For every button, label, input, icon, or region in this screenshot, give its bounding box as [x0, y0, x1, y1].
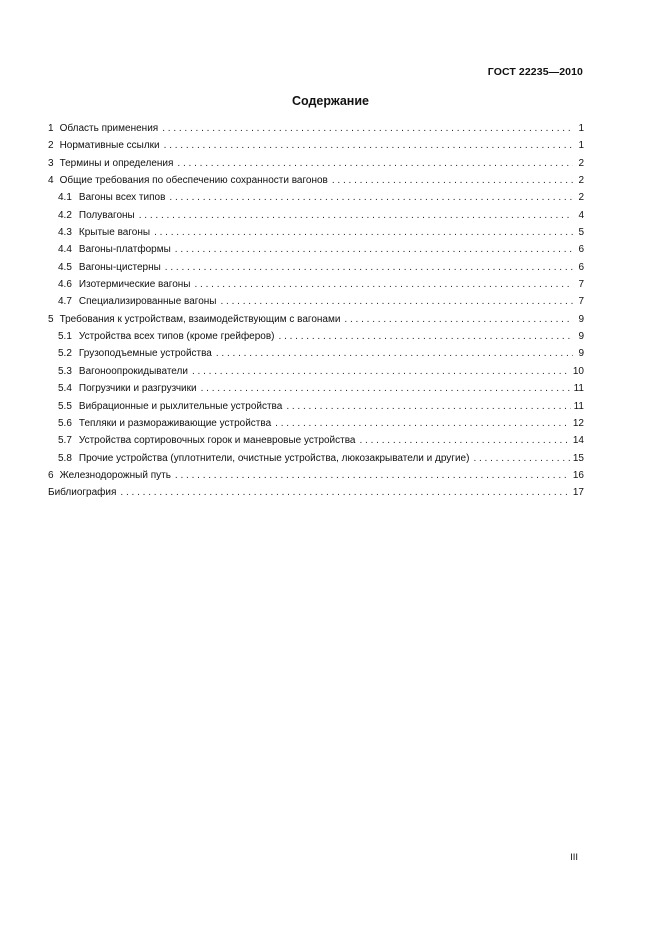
toc-entry-page: 6: [578, 244, 584, 256]
toc-entry[interactable]: [48, 226, 584, 243]
toc-entry-title: Вагоны-платформы: [78, 244, 171, 256]
toc-dot-leader: [177, 157, 573, 171]
toc-entry-title: Нормативные ссылки: [59, 140, 160, 152]
toc-entry-page: 2: [578, 175, 584, 187]
toc-entry-title: Специализированные вагоны: [78, 296, 217, 308]
toc-entry-title: Область применения: [59, 123, 159, 134]
toc-entry[interactable]: [48, 209, 584, 226]
toc-entry-page: 14: [572, 435, 584, 447]
toc-entry-number: 5: [48, 313, 54, 325]
toc-dot-leader: [162, 122, 573, 136]
toc-entry-page: 1: [578, 123, 584, 134]
toc-entry[interactable]: [48, 243, 584, 260]
toc-dot-leader: [169, 191, 573, 205]
toc-dot-leader: [139, 209, 573, 223]
toc-entry[interactable]: [48, 469, 584, 486]
toc-entry-page: 17: [572, 487, 584, 499]
toc-entry-title: Изотермические вагоны: [78, 279, 191, 291]
page-number: III: [570, 852, 578, 863]
toc-entry-page: 5: [578, 227, 584, 239]
toc-entry[interactable]: [48, 261, 584, 278]
toc-entry-number: 6: [48, 469, 54, 481]
document-standard-code: ГОСТ 22235—2010: [487, 66, 583, 78]
toc-dot-leader: [175, 243, 573, 257]
toc-entry-title: Устройства сортировочных горок и маневровые устройства: [78, 435, 356, 447]
toc-entry-number: 4.7: [58, 296, 72, 308]
toc-entry-number: 5.2: [58, 348, 72, 360]
toc-entry-page: 4: [578, 209, 584, 221]
toc-entry-title: Погрузчики и разгрузчики: [78, 383, 197, 395]
toc-entry-page: 11: [573, 383, 584, 395]
toc-entry-title: Вагоны-цистерны: [78, 261, 161, 273]
toc-entry-title: Требования к устройствам, взаимодействующим с вагонами: [59, 313, 341, 325]
toc-entry-number: 5.4: [58, 383, 72, 395]
toc-entry-title: Вибрационные и рыхлительные устройства: [78, 400, 283, 412]
toc-dot-leader: [175, 469, 570, 483]
toc-entry-number: 5.3: [58, 365, 72, 377]
toc-entry-title: Грузоподъемные устройства: [78, 348, 212, 360]
toc-entry-title: Вагоны всех типов: [78, 192, 166, 204]
toc-entry-title: Вагоноопрокидыватели: [78, 365, 188, 377]
toc-dot-leader: [192, 365, 570, 379]
toc-entry-page: 10: [572, 365, 584, 377]
toc-dot-leader: [195, 278, 574, 292]
toc-entry-page: 6: [578, 261, 584, 273]
toc-dot-leader: [165, 261, 573, 275]
toc-dot-leader: [275, 417, 570, 431]
toc-entry-number: 1: [48, 123, 54, 134]
toc-entry-number: 5.8: [58, 452, 72, 464]
toc-entry-title: Прочие устройства (уплотнители, очистные устройства, люкозакрыватели и другие): [78, 452, 470, 464]
toc-entry[interactable]: [48, 434, 584, 451]
toc-entry[interactable]: [48, 347, 584, 364]
toc-dot-leader: [332, 174, 573, 188]
toc-entry-number: 5.5: [58, 400, 72, 412]
toc-entry[interactable]: [48, 452, 584, 469]
toc-dot-leader: [154, 226, 573, 240]
toc-entry-page: 9: [578, 313, 584, 325]
toc-dot-leader: [360, 434, 570, 448]
toc-entry-number: 2: [48, 140, 54, 152]
toc-dot-leader: [344, 313, 573, 327]
toc-entry-number: 5.1: [58, 331, 72, 343]
toc-dot-leader: [201, 382, 571, 396]
toc-entry[interactable]: [48, 400, 584, 417]
toc-dot-leader: [286, 400, 570, 414]
toc-entry-page: 7: [578, 296, 584, 308]
toc-entry[interactable]: [48, 191, 584, 208]
toc-entry-page: 9: [578, 331, 584, 343]
toc-entry[interactable]: [48, 295, 584, 312]
toc-entry-page: 9: [578, 348, 584, 360]
toc-dot-leader: [221, 295, 574, 309]
toc-entry-page: 12: [572, 417, 584, 429]
toc-dot-leader: [164, 139, 573, 153]
toc-entry-number: 4: [48, 175, 54, 187]
toc-entry-title: Библиография: [48, 487, 117, 499]
toc-entry-title: Устройства всех типов (кроме грейферов): [78, 331, 275, 343]
toc-entry-number: 4.5: [58, 261, 72, 273]
toc-entry[interactable]: [48, 365, 584, 382]
toc-entry-number: 5.7: [58, 435, 72, 447]
toc-entry-number: 4.1: [58, 192, 72, 204]
toc-dot-leader: [216, 347, 573, 361]
toc-entry-title: Тепляки и размораживающие устройства: [78, 417, 272, 429]
toc-entry-number: 4.6: [58, 279, 72, 291]
toc-dot-leader: [473, 452, 569, 466]
toc-entry[interactable]: [48, 122, 584, 139]
toc-entry-page: 7: [578, 279, 584, 291]
toc-entry-page: 15: [572, 452, 584, 464]
toc-title: Содержание: [291, 94, 369, 108]
toc-entry[interactable]: [48, 139, 584, 156]
toc-entry-number: 5.6: [58, 417, 72, 429]
toc-entry-title: Крытые вагоны: [78, 227, 151, 239]
toc-entry-title: Полувагоны: [78, 209, 135, 221]
table-of-contents: [48, 122, 584, 504]
toc-dot-leader: [279, 330, 573, 344]
toc-entry-title: Железнодорожный путь: [59, 469, 171, 481]
toc-dot-leader: [120, 486, 569, 500]
toc-entry[interactable]: [48, 330, 584, 347]
toc-entry-page: 11: [573, 400, 584, 412]
toc-entry-title: Термины и определения: [59, 157, 174, 169]
toc-entry-title: Общие требования по обеспечению сохранности вагонов: [59, 175, 328, 187]
toc-entry[interactable]: [48, 174, 584, 191]
toc-entry-number: 4.4: [58, 244, 72, 256]
toc-entry[interactable]: [48, 417, 584, 434]
toc-entry[interactable]: [48, 278, 584, 295]
toc-entry-page: 2: [578, 157, 584, 169]
toc-entry-number: 3: [48, 157, 54, 169]
toc-entry-number: 4.2: [58, 209, 72, 221]
toc-entry-page: 1: [578, 140, 584, 152]
toc-entry[interactable]: [48, 313, 584, 330]
toc-entry[interactable]: [48, 157, 584, 174]
toc-entry-number: 4.3: [58, 227, 72, 239]
toc-entry-page: 2: [578, 192, 584, 204]
toc-entry-page: 16: [572, 469, 584, 481]
toc-entry[interactable]: [48, 486, 584, 503]
toc-entry[interactable]: [48, 382, 584, 399]
